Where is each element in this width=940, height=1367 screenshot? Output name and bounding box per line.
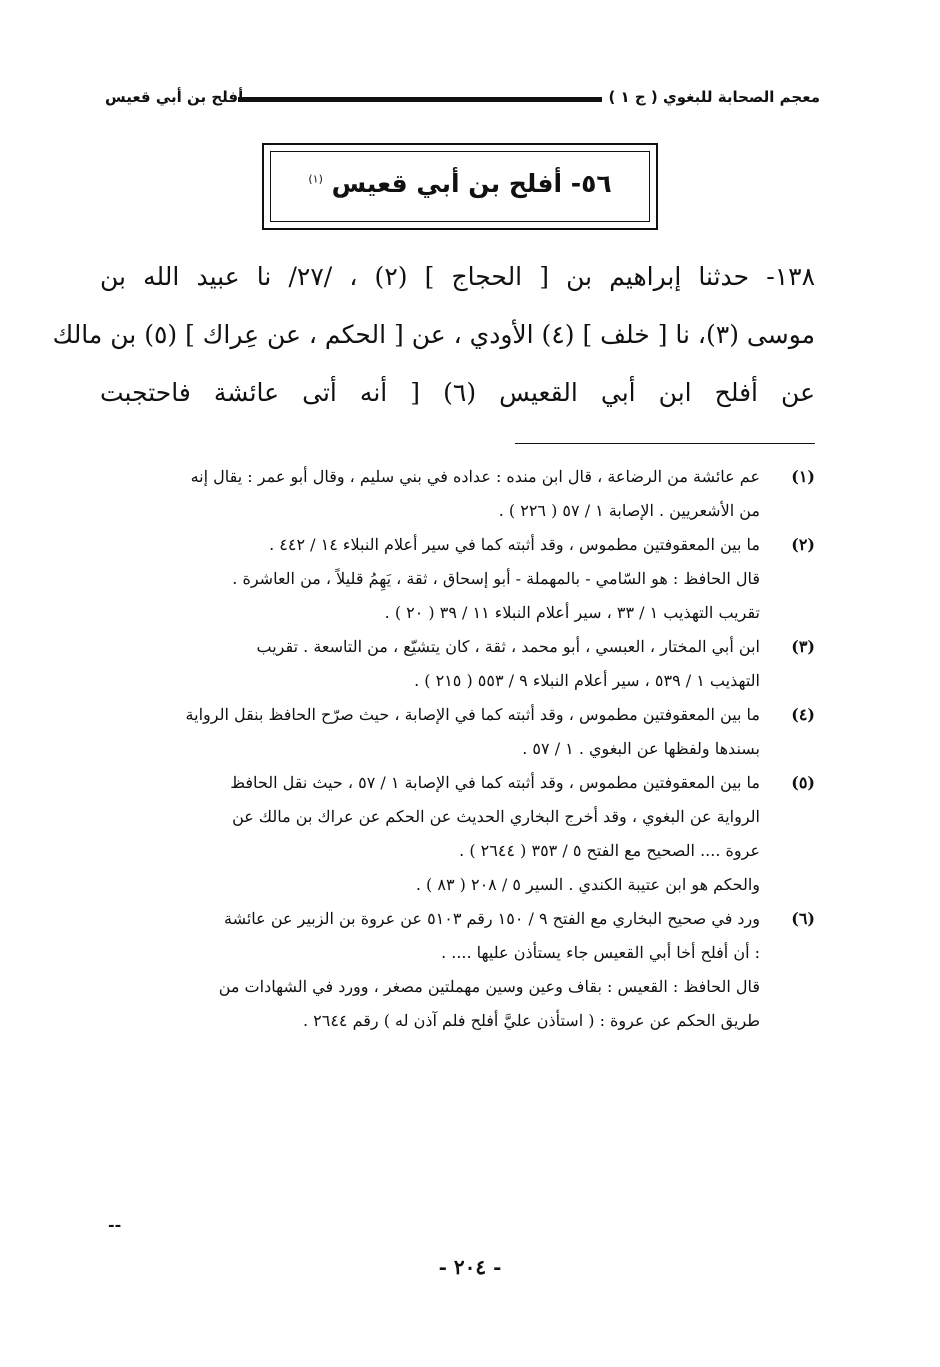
page-number: - ٢٠٤ - bbox=[438, 1255, 502, 1279]
footnote-line: تقريب التهذيب ١ / ٣٣ ، سير أعلام النبلاء ١١ / ٣٩ ( ٢٠ ) . bbox=[384, 603, 760, 622]
footnote-number: (٢) bbox=[791, 535, 815, 554]
header-rule bbox=[238, 97, 602, 102]
hadith-line: موسى (٣)، نا [ خلف ] (٤) الأودي ، عن [ الحكم ، عن عِراك ] (٥) بن مالك bbox=[52, 320, 815, 349]
footnote-number: (٤) bbox=[791, 705, 815, 724]
hadith-line: ١٣٨- حدثنا إبراهيم بن [ الحجاج ] (٢) ، /٢٧/ نا عبيد الله بن bbox=[100, 262, 816, 291]
footnote-line: : أن أفلح أخا أبي القعيس جاء يستأذن عليها .... . bbox=[441, 943, 760, 962]
footnote-line: والحكم هو ابن عتيبة الكندي . السير ٥ / ٢٠٨ ( ٨٣ ) . bbox=[415, 875, 760, 894]
footnote-line: عروة .... الصحيح مع الفتح ٥ / ٣٥٣ ( ٢٦٤٤ ) . bbox=[459, 841, 760, 860]
hadith-line: عن أفلح ابن أبي القعيس (٦) [ أنه أتى عائشة فاحتجبت bbox=[100, 378, 815, 407]
footnote-2 bbox=[100, 528, 815, 630]
footnote-continuation-line: قال الحافظ : القعيس : بقاف وعين وسين مهملتين مصغر ، وورد في الشهادات من bbox=[218, 977, 760, 996]
footnote-line: الرواية عن البغوي ، وقد أخرج البخاري الحديث عن الحكم عن عراك بن مالك عن bbox=[232, 807, 760, 826]
book-title: معجم الصحابة للبغوي ( ج ١ ) bbox=[608, 88, 820, 106]
footnote-number: (١) bbox=[791, 467, 815, 486]
entry-heading bbox=[264, 169, 656, 198]
footnote-line: التهذيب ١ / ٥٣٩ ، سير أعلام النبلاء ٩ / ٥٥٣ ( ٢١٥ ) . bbox=[414, 671, 760, 690]
footnote-1 bbox=[100, 460, 815, 528]
footnote-6 bbox=[100, 902, 815, 1038]
footnotes bbox=[100, 460, 815, 1038]
footnote-continuation-line: طريق الحكم عن عروة : ( استأذن عليَّ أفلح فلم آذن له ) رقم ٢٦٤٤ . bbox=[302, 1011, 760, 1030]
footnote-line: عم عائشة من الرضاعة ، قال ابن منده : عداده في بني سليم ، وقال أبو عمر : يقال إنه bbox=[190, 467, 760, 486]
footnote-line: من الأشعريين . الإصابة ١ / ٥٧ ( ٢٢٦ ) . bbox=[498, 501, 760, 520]
footnote-number: (٥) bbox=[791, 773, 815, 792]
footnote-line: ورد في صحيح البخاري مع الفتح ٩ / ١٥٠ رقم ٥١٠٣ عن عروة بن الزبير عن عائشة bbox=[224, 909, 760, 928]
footnote-5 bbox=[100, 766, 815, 902]
footnote-separator bbox=[515, 443, 815, 444]
footnote-line: ما بين المعقوفتين مطموس ، وقد أثبته كما في سير أعلام النبلاء ١٤ / ٤٤٢ . bbox=[269, 535, 760, 554]
entry-heading-text: ٥٦- أفلح بن أبي قعيس bbox=[331, 169, 612, 198]
trailing-mark: -- bbox=[108, 1215, 122, 1234]
footnote-3 bbox=[100, 630, 815, 698]
running-header bbox=[105, 88, 820, 114]
entry-title-box bbox=[262, 143, 658, 230]
heading-footnote-mark: (١) bbox=[308, 172, 323, 186]
footnote-line: ما بين المعقوفتين مطموس ، وقد أثبته كما في الإصابة ١ / ٥٧ ، حيث نقل الحافظ bbox=[230, 773, 760, 792]
footnote-number: (٣) bbox=[791, 637, 815, 656]
footnote-line: بسندها ولفظها عن البغوي . ١ / ٥٧ . bbox=[522, 739, 760, 758]
footnote-line: قال الحافظ : هو السّامي - بالمهملة - أبو إسحاق ، ثقة ، يَهِمُ قليلاً ، من العاشرة . bbox=[232, 569, 760, 588]
footnote-4 bbox=[100, 698, 815, 766]
footnote-line: ابن أبي المختار ، العبسي ، أبو محمد ، ثقة ، كان يتشيّع ، من التاسعة . تقريب bbox=[256, 637, 760, 656]
entry-title: أفلح بن أبي قعيس bbox=[105, 88, 244, 106]
footnote-number: (٦) bbox=[791, 909, 815, 928]
footnote-line: ما بين المعقوفتين مطموس ، وقد أثبته كما في الإصابة ، حيث صرّح الحافظ بنقل الرواية bbox=[185, 705, 760, 724]
hadith-text bbox=[52, 248, 816, 422]
